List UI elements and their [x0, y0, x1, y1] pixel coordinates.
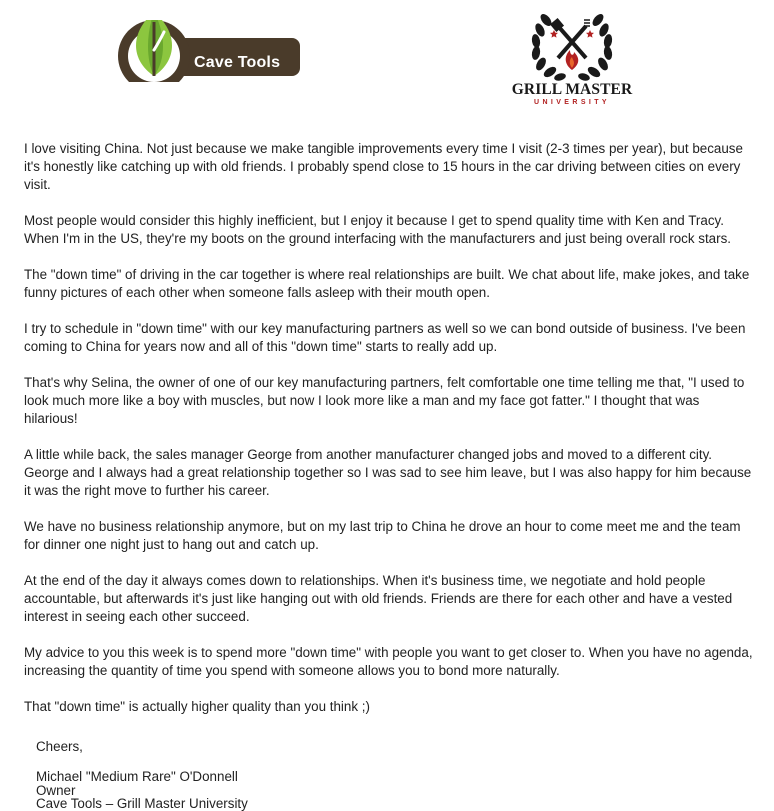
closing-line: Cheers, — [36, 739, 83, 754]
sender-title: Owner — [36, 782, 76, 798]
grill-master-logo — [510, 8, 634, 108]
header-logos — [0, 0, 774, 110]
grill-master-wordmark: GRILL MASTER — [511, 81, 633, 98]
paragraph: I love visiting China. Not just because we make tangible improvements every time I visit (2-3 times per year), but because it's honestly like catching up with old friends. I probably spend close to 15 hours in the car driving between cities on every visit. — [24, 141, 743, 192]
paragraph: I try to schedule in "down time" with our key manufacturing partners as well so we can bond outside of business. I've been coming to China for years now and all of this "down time" starts to really add up. — [24, 321, 746, 354]
letter-body — [24, 140, 756, 734]
paragraph: At the end of the day it always comes down to relationships. When it's business time, we negotiate and hold people accountable, but afterwards it's just like hanging out with old friends. Friends are there for each other and have a vested interest in seeing each other succeed. — [24, 573, 733, 624]
sender-name: Michael "Medium Rare" O'Donnell — [36, 769, 238, 784]
cave-tools-logo — [112, 8, 302, 98]
paragraph: That "down time" is actually higher quality than you think ;) — [24, 699, 370, 714]
paragraph: That's why Selina, the owner of one of our key manufacturing partners, felt comfortable one time telling me that, "I used to look much more like a boy with muscles, but now I look more like a man and my face got fatter." I thought that was hilarious! — [24, 375, 745, 426]
sender-company: Cave Tools – Grill Master University — [36, 796, 248, 811]
paragraph: A little while back, the sales manager George from another manufacturer changed jobs and moved to a different city. George and I always had a great relationship together so I was sad to see him leave, but I was also happy for him because it was the right move to further his career. — [24, 447, 752, 498]
paragraph: The "down time" of driving in the car together is where real relationships are built. We chat about life, make jokes, and take funny pictures of each other when someone falls asleep with their mouth open. — [24, 267, 750, 300]
paragraph: Most people would consider this highly inefficient, but I enjoy it because I get to spend quality time with Ken and Tracy. When I'm in the US, they're my boots on the ground interfacing with the manufacturers and just being overall rock stars. — [24, 213, 731, 246]
laurel-wreath-icon — [524, 8, 620, 84]
paragraph: We have no business relationship anymore, but on my last trip to China he drove an hour to come meet me and the team for dinner one night just to hang out and catch up. — [24, 519, 741, 552]
university-wordmark: UNIVERSITY — [533, 99, 610, 106]
signature-block — [36, 738, 436, 811]
cave-tools-badge-icon — [112, 20, 300, 82]
cave-tools-wordmark: Cave Tools — [194, 54, 281, 71]
paragraph: My advice to you this week is to spend more "down time" with people you want to get closer to. When you have no agenda, increasing the quantity of time you spend with someone allows you to bond more naturally. — [24, 645, 753, 678]
